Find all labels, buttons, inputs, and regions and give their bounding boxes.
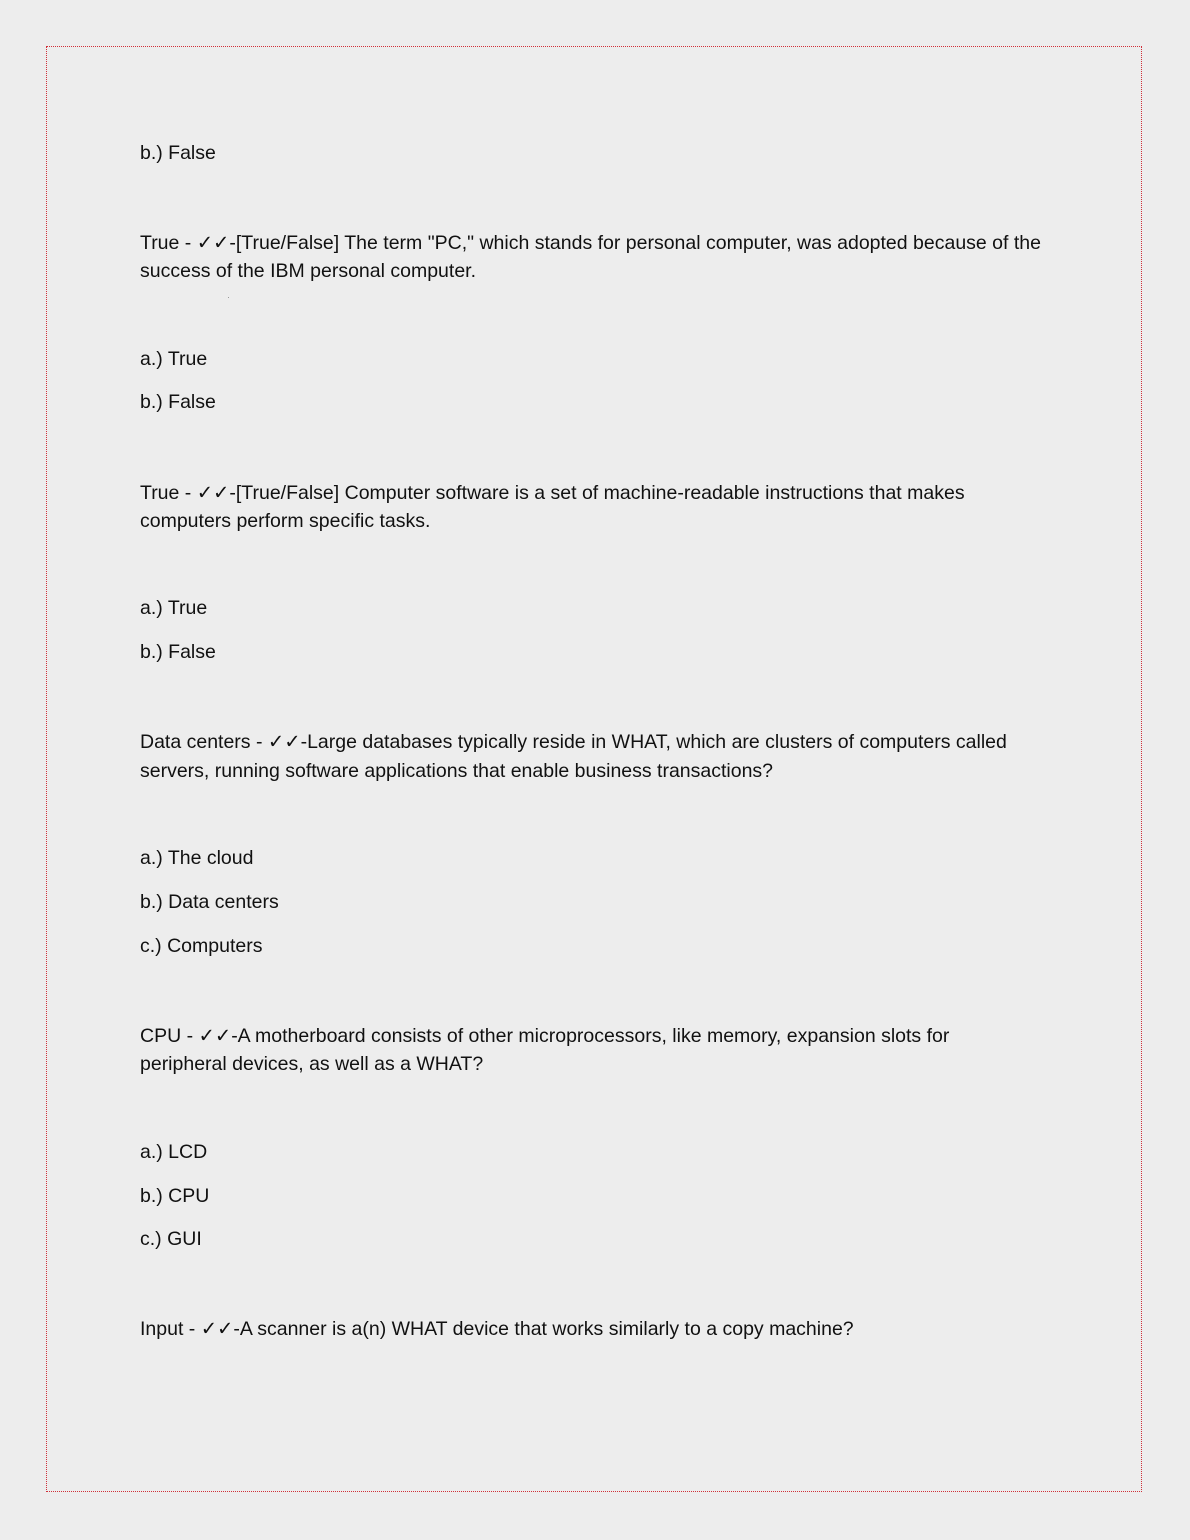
- answer-label: Input -: [140, 1318, 201, 1340]
- answer-option: a.) The cloud: [140, 847, 254, 869]
- double-check-icon: ✓✓: [196, 482, 230, 504]
- answer-option: a.) True: [140, 597, 208, 619]
- answer-option: b.) False: [140, 391, 216, 413]
- question-line: [140, 229, 1041, 257]
- question-text: -Large databases typically reside in WHAT, which are clusters of computers called: [300, 731, 1007, 753]
- question-continuation: computers perform specific tasks.: [140, 510, 431, 532]
- answer-label: Data centers -: [140, 731, 268, 753]
- answer-option: b.) False: [140, 641, 216, 663]
- question-continuation: servers, running software applications that enable business transactions?: [140, 760, 774, 782]
- answer-label: CPU -: [140, 1025, 199, 1047]
- double-check-icon: ✓✓: [200, 1318, 234, 1340]
- stray-dot: [228, 297, 229, 298]
- double-check-icon: ✓✓: [267, 731, 301, 753]
- answer-label: True -: [140, 232, 197, 254]
- answer-option: a.) LCD: [140, 1141, 208, 1163]
- question-continuation: peripheral devices, as well as a WHAT?: [140, 1053, 484, 1075]
- question-line: [140, 1022, 949, 1050]
- answer-option: a.) True: [140, 348, 208, 370]
- question-line: [140, 728, 1007, 756]
- answer-option: b.) False: [140, 142, 216, 164]
- answer-option: b.) Data centers: [140, 891, 279, 913]
- question-text: -A scanner is a(n) WHAT device that works similarly to a copy machine?: [233, 1318, 854, 1340]
- question-line: [140, 479, 965, 507]
- question-line: [140, 1315, 854, 1343]
- answer-option: c.) GUI: [140, 1228, 202, 1250]
- question-continuation: success of the IBM personal computer.: [140, 260, 476, 282]
- double-check-icon: ✓✓: [198, 1025, 232, 1047]
- answer-option: c.) Computers: [140, 935, 263, 957]
- answer-label: True -: [140, 482, 197, 504]
- question-text: -A motherboard consists of other microprocessors, like memory, expansion slots for: [231, 1025, 950, 1047]
- double-check-icon: ✓✓: [196, 232, 230, 254]
- question-text: -[True/False] The term "PC," which stands for personal computer, was adopted because of the: [229, 232, 1041, 254]
- answer-option: b.) CPU: [140, 1185, 210, 1207]
- question-text: -[True/False] Computer software is a set of machine-readable instructions that makes: [229, 482, 965, 504]
